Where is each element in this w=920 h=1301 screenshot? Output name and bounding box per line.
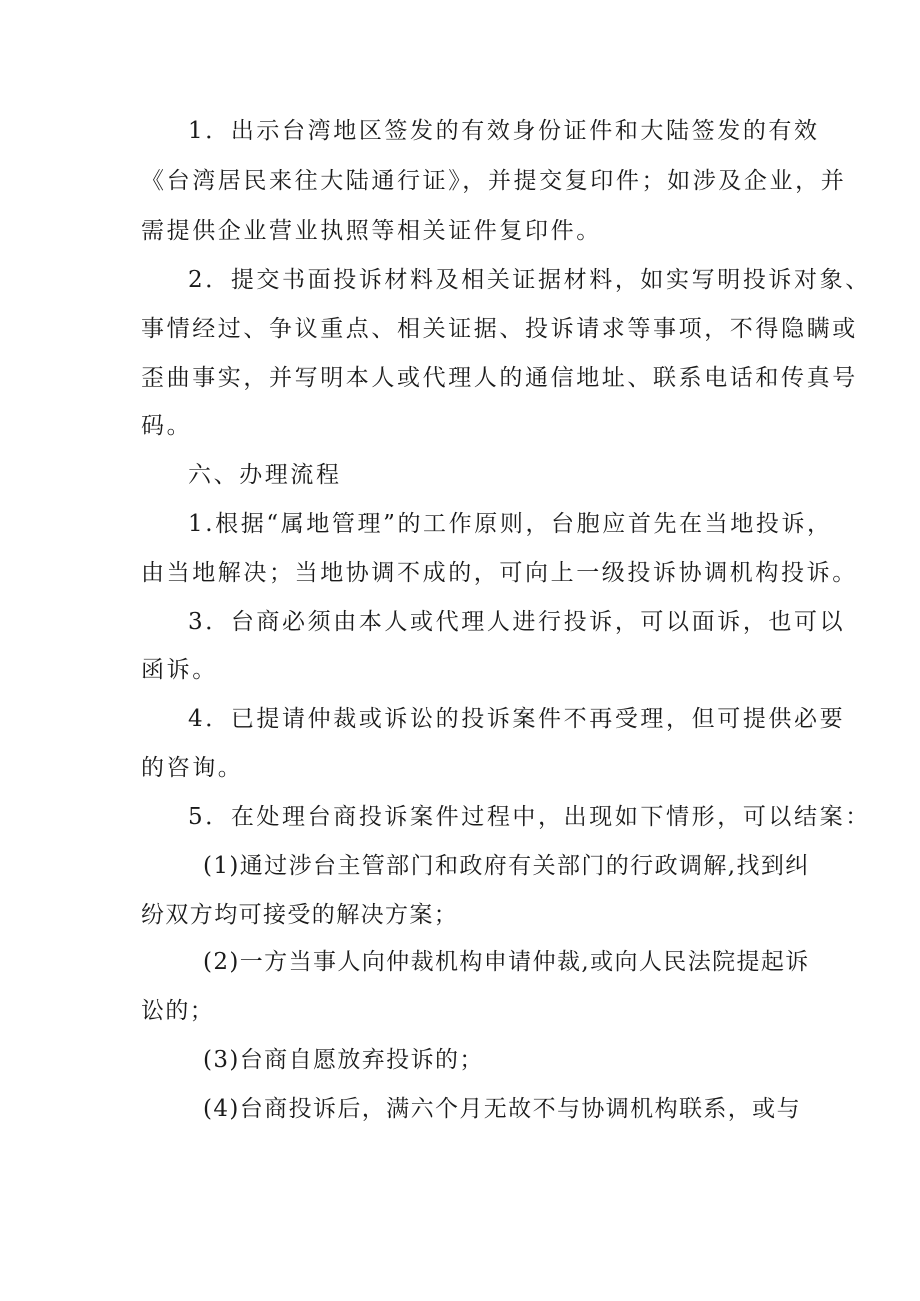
item-1-line-3: 需提供企业营业执照等相关证件复印件。 — [141, 218, 602, 244]
flow-3-line-2: 函诉。 — [141, 657, 218, 683]
case-4-line-1: (4)台商投诉后，满六个月无故不与协调机构联系，或与 — [203, 1096, 801, 1122]
flow-4-line-2: 的咨询。 — [141, 755, 244, 781]
flow-4-line-1: 4．已提请仲裁或诉讼的投诉案件不再受理，但可提供必要 — [188, 706, 846, 732]
item-2-line-3: 歪曲事实，并写明本人或代理人的通信地址、联系电话和传真号 — [141, 365, 858, 391]
flow-3-line-1: 3．台商必须由本人或代理人进行投诉，可以面诉，也可以 — [188, 609, 846, 635]
case-2-line-1: (2)一方当事人向仲裁机构申请仲裁,或向人民法院提起诉 — [203, 949, 810, 975]
item-1-line-1: 1．出示台湾地区签发的有效身份证件和大陆签发的有效 — [188, 118, 820, 144]
item-2-line-1: 2．提交书面投诉材料及相关证据材料，如实写明投诉对象、 — [188, 267, 871, 293]
flow-5-line-1: 5．在处理台商投诉案件过程中，出现如下情形，可以结案： — [188, 804, 871, 830]
flow-1-line-1: 1.根据“属地管理”的工作原则，台胞应首先在当地投诉， — [188, 511, 833, 537]
item-2-line-4: 码。 — [141, 413, 193, 439]
item-2-line-2: 事情经过、争议重点、相关证据、投诉请求等事项，不得隐瞒或 — [141, 316, 858, 342]
case-1-line-1: (1)通过涉台主管部门和政府有关部门的行政调解,找到纠 — [203, 853, 810, 879]
flow-1-line-2: 由当地解决；当地协调不成的，可向上一级投诉协调机构投诉。 — [141, 560, 858, 586]
case-1-line-2: 纷双方均可接受的解决方案； — [141, 902, 459, 928]
section-heading: 六、办理流程 — [188, 462, 342, 488]
case-2-line-2: 讼的； — [141, 998, 215, 1024]
item-1-line-2: 《台湾居民来往大陆通行证》，并提交复印件；如涉及企业，并 — [141, 168, 847, 194]
case-3-line-1: (3)台商自愿放弃投诉的； — [203, 1047, 484, 1073]
